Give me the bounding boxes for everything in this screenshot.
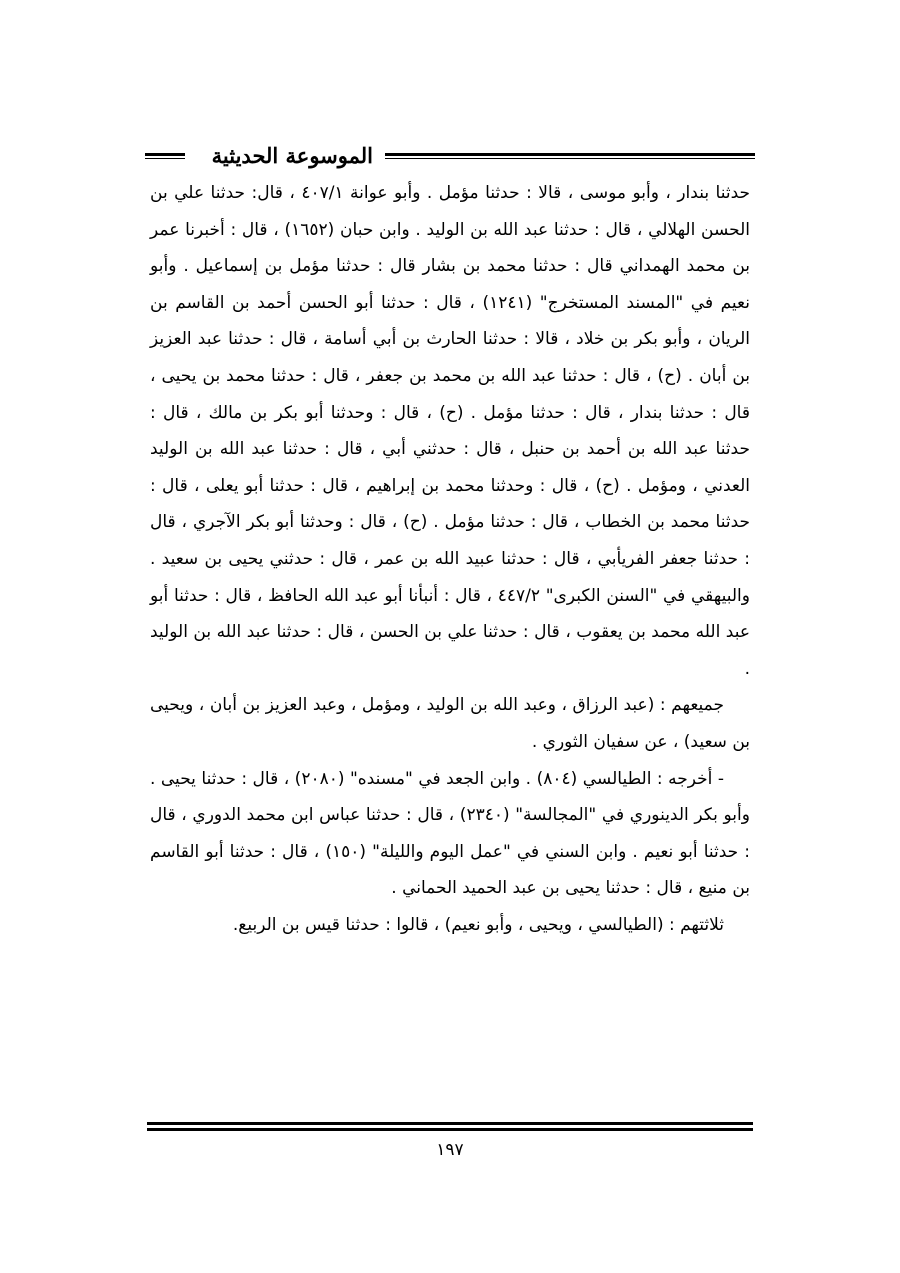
paragraph-takhrij: - أخرجه : الطيالسي (٨٠٤) . وابن الجعد في "مسنده" (٢٠٨٠) ، قال : حدثنا يحيى . وأبو بكر الدينوري في "المجالسة" (٢٣٤٠) ، قال : حدثنا عباس ابن محمد الدوري ، قال : حدثنا أبو نعيم . وابن السني في "عمل اليوم والليلة" (١٥٠) ، قال : حدثنا أبو القاسم بن منيع ، قال : حدثنا يحيى بن عبد الحميد الحماني . [150,768,750,899]
body-text [150,175,750,943]
header-rule-right [385,153,755,159]
header-title: الموسوعة الحديثية [211,143,373,168]
running-header [145,141,755,173]
page-number: ١٩٧ [436,1140,464,1160]
paragraph-summary-narrators: جميعهم : (عبد الرزاق ، وعبد الله بن الوليد ، ومؤمل ، وعبد العزيز بن أبان ، ويحيى بن سعيد) ، عن سفيان الثوري . [150,695,750,752]
header-rule-left [145,153,185,159]
footer-rule [147,1122,753,1131]
paragraph-summary-three: ثلاثتهم : (الطيالسي ، ويحيى ، وأبو نعيم) ، قالوا : حدثنا قيس بن الربيع. [232,914,724,935]
paragraph-isnad-chains: حدثنا بندار ، وأبو موسى ، قالا : حدثنا مؤمل . وأبو عوانة ٤٠٧/١ ، قال: حدثنا علي بن الحسن الهلالي ، قال : حدثنا عبد الله بن الوليد . وابن حبان (١٦٥٢) ، قال : أخبرنا عمر بن محمد الهمداني قال : حدثنا محمد بن بشار قال : حدثنا مؤمل بن إسماعيل . وأبو نعيم في "المسند المستخرج" (١٢٤١) ، قال : حدثنا أبو الحسن أحمد بن القاسم بن الريان ، وأبو بكر بن خلاد ، قالا : حدثنا الحارث بن أبي أسامة ، قال : حدثنا عبد العزيز بن أبان . (ح) ، قال : حدثنا عبد الله بن محمد بن جعفر ، قال : حدثنا محمد بن يحيى ، قال : حدثنا بندار ، قال : حدثنا مؤمل . (ح) ، قال : وحدثنا أبو بكر بن مالك ، قال : حدثنا عبد الله بن أحمد بن حنبل ، قال : حدثني أبي ، قال : حدثنا عبد الله بن الوليد العدني ، ومؤمل . (ح) ، قال : وحدثنا محمد بن إبراهيم ، قال : حدثنا أبو يعلى ، قال : حدثنا محمد بن الخطاب ، قال : حدثنا مؤمل . (ح) ، قال : وحدثنا أبو بكر الآجري ، قال : حدثنا جعفر الفريأبي ، قال : حدثنا عبيد الله بن عمر ، قال : حدثني يحيى بن سعيد . والبيهقي في "السنن الكبرى" ٤٤٧/٢ ، قال : أنبأنا أبو عبد الله الحافظ ، قال : حدثنا أبو عبد الله محمد بن يعقوب ، قال : حدثنا علي بن الحسن ، قال : حدثنا عبد الله بن الوليد . [150,183,751,679]
